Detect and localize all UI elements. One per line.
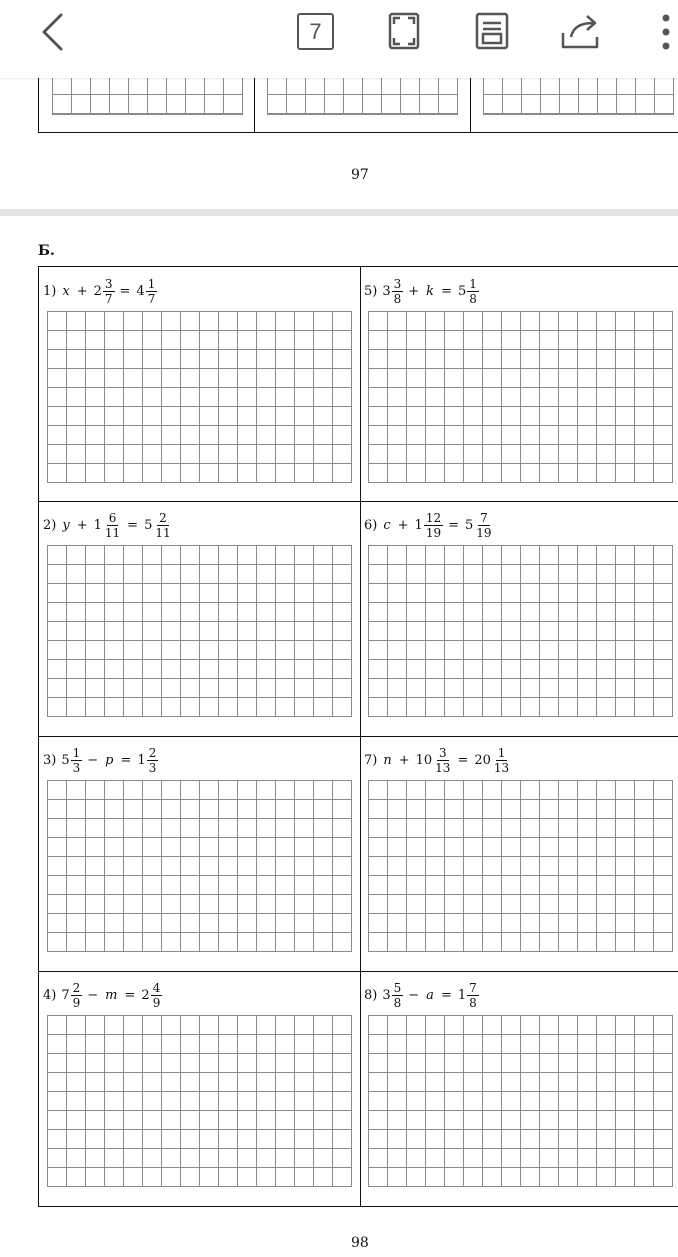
denominator: 8 xyxy=(393,291,402,306)
denominator: 9 xyxy=(152,995,161,1010)
answer-grid xyxy=(47,311,352,483)
operator: = xyxy=(448,517,459,533)
task-box xyxy=(360,971,678,1207)
fraction xyxy=(103,277,115,306)
document-view-icon xyxy=(475,12,509,50)
numerator: 3 xyxy=(438,745,447,760)
denominator: 11 xyxy=(104,525,121,540)
operator: + xyxy=(398,752,410,768)
fraction xyxy=(103,511,122,540)
answer-grid xyxy=(368,545,673,717)
fraction xyxy=(392,981,404,1010)
whole-part: 5 xyxy=(144,517,153,533)
equation xyxy=(364,740,512,780)
denominator: 3 xyxy=(148,760,157,775)
numerator: 6 xyxy=(108,510,117,525)
operator: + xyxy=(76,283,88,299)
numerator: 4 xyxy=(152,980,161,995)
variable: k xyxy=(426,283,435,299)
task-number: 2) xyxy=(43,517,57,533)
operator: − xyxy=(87,752,99,768)
variable: m xyxy=(105,987,118,1003)
equation xyxy=(43,271,158,311)
answer-grid xyxy=(368,780,673,952)
page-separator xyxy=(0,209,678,216)
operator: − xyxy=(408,987,420,1003)
operator: = xyxy=(457,752,469,768)
equation xyxy=(364,505,495,545)
operator: + xyxy=(408,283,420,299)
numerator: 1 xyxy=(72,745,81,760)
denominator: 13 xyxy=(435,760,451,775)
fraction xyxy=(151,981,163,1010)
denominator: 3 xyxy=(72,760,81,775)
fraction xyxy=(71,981,83,1010)
numerator: 1 xyxy=(497,745,506,760)
share-arrow-icon xyxy=(559,11,601,51)
whole-part: 10 xyxy=(415,752,433,768)
numerator: 2 xyxy=(72,980,81,995)
task-number: 6) xyxy=(364,517,378,533)
more-vertical-icon xyxy=(660,12,672,52)
fraction xyxy=(71,746,83,775)
fullscreen-button[interactable] xyxy=(383,10,425,52)
fraction xyxy=(492,746,511,775)
denominator: 7 xyxy=(147,291,156,306)
back-button[interactable] xyxy=(30,10,74,54)
denominator: 9 xyxy=(72,995,81,1010)
fraction xyxy=(433,746,452,775)
more-button[interactable] xyxy=(654,10,678,54)
numerator: 3 xyxy=(393,276,402,291)
task-number: 3) xyxy=(43,752,57,768)
equation xyxy=(43,740,159,780)
task-box xyxy=(360,266,678,502)
whole-part: 1 xyxy=(137,752,146,768)
denominator: 7 xyxy=(104,291,113,306)
page-indicator-button[interactable] xyxy=(297,13,334,50)
operator: = xyxy=(441,283,452,299)
numerator: 2 xyxy=(159,510,167,525)
whole-part: 7 xyxy=(61,987,70,1003)
task-box xyxy=(360,501,678,737)
task-box xyxy=(360,736,678,972)
whole-part: 5 xyxy=(465,517,474,533)
fraction xyxy=(467,277,479,306)
fraction xyxy=(392,277,404,306)
denominator: 13 xyxy=(493,760,510,775)
previous-page xyxy=(0,78,678,209)
whole-part: 2 xyxy=(93,283,102,299)
denominator: 8 xyxy=(469,995,477,1010)
denominator: 19 xyxy=(476,525,492,540)
numerator: 7 xyxy=(480,510,488,525)
fraction xyxy=(467,981,479,1010)
answer-grid xyxy=(368,1015,673,1187)
answer-grid xyxy=(52,75,243,115)
answer-grid xyxy=(483,75,674,115)
whole-part: 1 xyxy=(457,987,467,1003)
whole-part: 1 xyxy=(93,517,102,533)
answer-grid xyxy=(267,75,458,115)
denominator: 11 xyxy=(155,525,171,540)
fraction xyxy=(146,277,158,306)
whole-part: 5 xyxy=(457,283,467,299)
whole-part: 20 xyxy=(474,752,491,768)
page-indicator-text: 7 xyxy=(309,18,322,44)
task-number: 1) xyxy=(43,283,57,299)
fullscreen-icon xyxy=(388,12,420,50)
whole-part: 3 xyxy=(382,987,391,1003)
fraction xyxy=(424,511,443,540)
operator: = xyxy=(124,987,136,1003)
task-box xyxy=(38,266,361,502)
page-number: 97 xyxy=(351,167,369,183)
whole-part: 4 xyxy=(136,283,145,299)
task-number: 7) xyxy=(364,752,378,768)
whole-part: 2 xyxy=(141,987,150,1003)
equation xyxy=(43,975,163,1015)
variable: p xyxy=(105,752,114,768)
numerator: 5 xyxy=(393,980,402,995)
numerator: 12 xyxy=(425,510,442,525)
answer-grid xyxy=(47,1015,352,1187)
viewer-toolbar xyxy=(0,0,678,78)
task-number: 8) xyxy=(364,987,378,1003)
variable: x xyxy=(62,283,70,299)
operator: = xyxy=(119,283,131,299)
variable: n xyxy=(383,752,392,768)
operator: = xyxy=(127,517,139,533)
variable: c xyxy=(383,517,391,533)
chevron-left-icon xyxy=(39,12,65,52)
numerator: 1 xyxy=(147,276,156,291)
fraction xyxy=(153,511,172,540)
answer-grid xyxy=(368,311,673,483)
equation xyxy=(364,271,480,311)
section-label: Б. xyxy=(38,243,55,259)
numerator: 2 xyxy=(148,745,157,760)
task-box xyxy=(38,971,361,1207)
variable: a xyxy=(426,987,434,1003)
task-number: 5) xyxy=(364,283,378,299)
current-page xyxy=(0,216,678,1257)
task-box xyxy=(38,736,361,972)
numerator: 1 xyxy=(469,276,477,291)
operator: + xyxy=(76,517,88,533)
operator: = xyxy=(440,987,452,1003)
whole-part: 1 xyxy=(414,517,423,533)
numerator: 7 xyxy=(469,980,477,995)
answer-grid xyxy=(47,545,352,717)
denominator: 19 xyxy=(425,525,442,540)
answer-grid xyxy=(47,780,352,952)
denominator: 8 xyxy=(469,291,477,306)
equation xyxy=(364,975,480,1015)
fraction xyxy=(474,511,493,540)
share-button[interactable] xyxy=(556,10,604,52)
variable: y xyxy=(62,517,70,533)
fraction xyxy=(147,746,159,775)
operator: − xyxy=(87,987,99,1003)
document-view-button[interactable] xyxy=(470,10,514,52)
operator: = xyxy=(120,752,132,768)
page-number: 98 xyxy=(351,1235,369,1251)
denominator: 8 xyxy=(393,995,402,1010)
numerator: 3 xyxy=(104,276,113,291)
whole-part: 3 xyxy=(382,283,391,299)
task-box xyxy=(38,501,361,737)
whole-part: 5 xyxy=(61,752,70,768)
operator: + xyxy=(397,517,409,533)
equation xyxy=(43,505,174,545)
task-number: 4) xyxy=(43,987,57,1003)
